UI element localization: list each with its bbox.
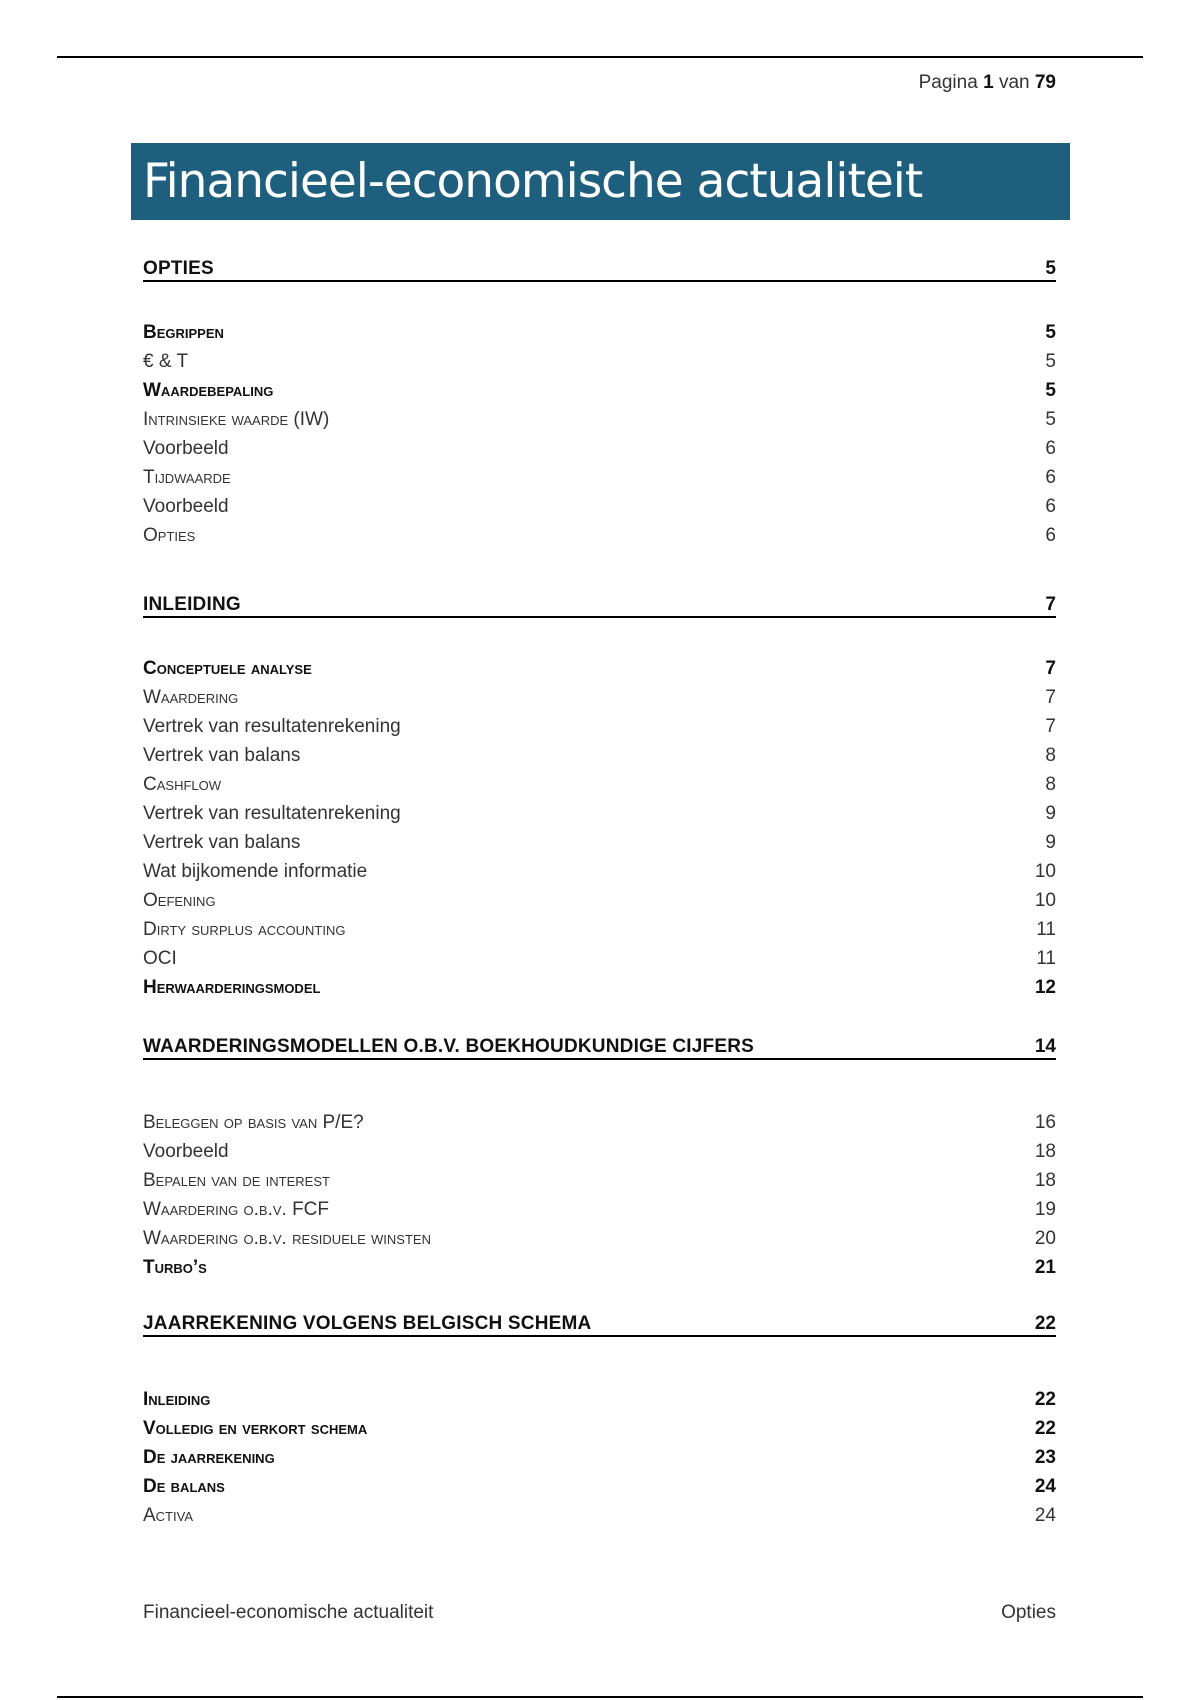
- toc-entry-page: 7: [1045, 687, 1056, 708]
- toc-entry-title: Begrippen: [143, 322, 224, 343]
- toc-entry-title: Turbo’s: [143, 1257, 207, 1278]
- toc-entry-title: De balans: [143, 1476, 225, 1497]
- toc-entry-page: 12: [1034, 977, 1056, 998]
- toc-chapter-title: OPTIES: [143, 258, 214, 279]
- toc-entry-title: Voorbeeld: [143, 1141, 229, 1162]
- toc-entry-title: Waardering o.b.v. residuele winsten: [143, 1228, 431, 1249]
- toc-entry[interactable]: [143, 1501, 1056, 1531]
- toc-entry-page: 19: [1034, 1199, 1056, 1220]
- toc-entry[interactable]: [143, 857, 1056, 887]
- toc-entry-title: Oefening: [143, 890, 216, 911]
- toc-entry-title: Intrinsieke waarde (IW): [143, 409, 330, 430]
- toc-entry[interactable]: [143, 521, 1056, 551]
- toc-entry-page: 16: [1034, 1112, 1056, 1133]
- toc-chapter[interactable]: [143, 1305, 1056, 1337]
- toc-entry-page: 23: [1034, 1447, 1056, 1468]
- page-number: Pagina 1 van 79: [918, 72, 1056, 93]
- toc-entry-page: 7: [1045, 716, 1056, 737]
- toc-entry-title: € & T: [143, 351, 189, 372]
- toc-entry-page: 6: [1045, 525, 1056, 546]
- toc-entry-title: Vertrek van resultatenrekening: [143, 803, 401, 824]
- toc-entry-title: Bepalen van de interest: [143, 1170, 330, 1191]
- toc-chapter-title: INLEIDING: [143, 594, 241, 615]
- toc-entry-title: Voorbeeld: [143, 438, 229, 459]
- toc-entry[interactable]: [143, 944, 1056, 974]
- toc-entry[interactable]: [143, 492, 1056, 522]
- toc-entry[interactable]: [143, 1443, 1056, 1473]
- toc-entry-page: 24: [1034, 1505, 1056, 1526]
- toc-entry[interactable]: [143, 886, 1056, 916]
- toc-chapter-page: 7: [1045, 594, 1056, 615]
- toc-entry-title: Waardering: [143, 687, 239, 708]
- toc-entry-title: Opties: [143, 525, 196, 546]
- toc-entry-title: Waardering o.b.v. FCF: [143, 1199, 330, 1220]
- toc-chapter[interactable]: [143, 1028, 1056, 1060]
- toc-entry-title: Activa: [143, 1505, 193, 1526]
- bottom-rule: [57, 1696, 1143, 1698]
- toc-entry-title: Tijdwaarde: [143, 467, 231, 488]
- toc-entry-title: Volledig en verkort schema: [143, 1418, 368, 1439]
- toc-entry-title: Inleiding: [143, 1389, 211, 1410]
- toc-entry-page: 18: [1034, 1170, 1056, 1191]
- toc-entry-page: 5: [1045, 380, 1056, 401]
- toc-entry-page: 22: [1034, 1389, 1056, 1410]
- toc-entry-page: 6: [1045, 467, 1056, 488]
- toc-entry-title: Wat bijkomende informatie: [143, 861, 368, 882]
- toc-entry[interactable]: [143, 1472, 1056, 1502]
- toc-entry-page: 9: [1045, 803, 1056, 824]
- toc-entry[interactable]: [143, 973, 1056, 1003]
- toc-chapter-title: JAARREKENING VOLGENS BELGISCH SCHEMA: [143, 1313, 592, 1334]
- document-title: Financieel-economische actualiteit: [143, 154, 923, 209]
- toc-entry[interactable]: [143, 463, 1056, 493]
- toc-entry-title: De jaarrekening: [143, 1447, 275, 1468]
- toc-chapter-title: WAARDERINGSMODELLEN O.B.V. BOEKHOUDKUNDIGE CIJFERS: [143, 1036, 755, 1057]
- toc-entry-page: 21: [1034, 1257, 1056, 1278]
- footer-section-name: Opties: [1001, 1602, 1056, 1623]
- toc-entry-page: 18: [1034, 1141, 1056, 1162]
- toc-entry-page: 10: [1034, 890, 1056, 911]
- document-title-banner: [131, 143, 1070, 220]
- toc-entry[interactable]: [143, 1414, 1056, 1444]
- toc-chapter[interactable]: [143, 586, 1056, 618]
- toc-entry[interactable]: [143, 828, 1056, 858]
- toc-entry-title: Beleggen op basis van P/E?: [143, 1112, 364, 1133]
- toc-entry-page: 24: [1034, 1476, 1056, 1497]
- toc-entry[interactable]: [143, 799, 1056, 829]
- toc-entry-page: 22: [1034, 1418, 1056, 1439]
- toc-entry-title: Waardebepaling: [143, 380, 274, 401]
- toc-entry[interactable]: [143, 318, 1056, 348]
- toc-chapter[interactable]: [143, 250, 1056, 282]
- toc-chapter-page: 22: [1034, 1313, 1056, 1334]
- toc-chapter-page: 5: [1045, 258, 1056, 279]
- toc-entry-page: 6: [1045, 438, 1056, 459]
- toc-entry[interactable]: [143, 712, 1056, 742]
- toc-entry[interactable]: [143, 915, 1056, 945]
- toc-entry[interactable]: [143, 1195, 1056, 1225]
- toc-entry[interactable]: [143, 741, 1056, 771]
- toc-entry-page: 9: [1045, 832, 1056, 853]
- toc-entry-title: Herwaarderingsmodel: [143, 977, 321, 998]
- toc-entry-page: 7: [1045, 658, 1056, 679]
- toc-entry[interactable]: [143, 376, 1056, 406]
- toc-entry[interactable]: [143, 683, 1056, 713]
- toc-entry-title: Vertrek van balans: [143, 745, 301, 766]
- toc-entry-title: Vertrek van resultatenrekening: [143, 716, 401, 737]
- toc-entry[interactable]: [143, 1253, 1056, 1283]
- toc-entry-page: 8: [1045, 745, 1056, 766]
- toc-entry[interactable]: [143, 1224, 1056, 1254]
- toc-entry-title: Conceptuele analyse: [143, 658, 312, 679]
- toc-entry-title: Vertrek van balans: [143, 832, 301, 853]
- toc-entry-page: 5: [1045, 351, 1056, 372]
- toc-entry-page: 11: [1036, 919, 1056, 940]
- toc-entry[interactable]: [143, 405, 1056, 435]
- toc-entry[interactable]: [143, 434, 1056, 464]
- toc-entry[interactable]: [143, 1166, 1056, 1196]
- toc-entry[interactable]: [143, 1137, 1056, 1167]
- toc-entry-title: Voorbeeld: [143, 496, 229, 517]
- toc-entry-page: 10: [1034, 861, 1056, 882]
- toc-entry-page: 6: [1045, 496, 1056, 517]
- top-rule: [57, 56, 1143, 58]
- toc-entry-title: Cashflow: [143, 774, 222, 795]
- toc-entry-page: 20: [1034, 1228, 1056, 1249]
- toc-chapter-page: 14: [1034, 1036, 1056, 1057]
- toc-entry[interactable]: [143, 654, 1056, 684]
- footer-document-title: Financieel-economische actualiteit: [143, 1602, 434, 1623]
- toc-entry-title: OCI: [143, 948, 177, 969]
- toc-entry[interactable]: [143, 1385, 1056, 1415]
- toc-entry-page: 8: [1045, 774, 1056, 795]
- toc-entry[interactable]: [143, 770, 1056, 800]
- toc-entry-page: 5: [1045, 322, 1056, 343]
- toc-entry[interactable]: [143, 347, 1056, 377]
- toc-entry[interactable]: [143, 1108, 1056, 1138]
- toc-entry-page: 5: [1045, 409, 1056, 430]
- toc-entry-page: 11: [1036, 948, 1056, 969]
- toc-entry-title: Dirty surplus accounting: [143, 919, 346, 940]
